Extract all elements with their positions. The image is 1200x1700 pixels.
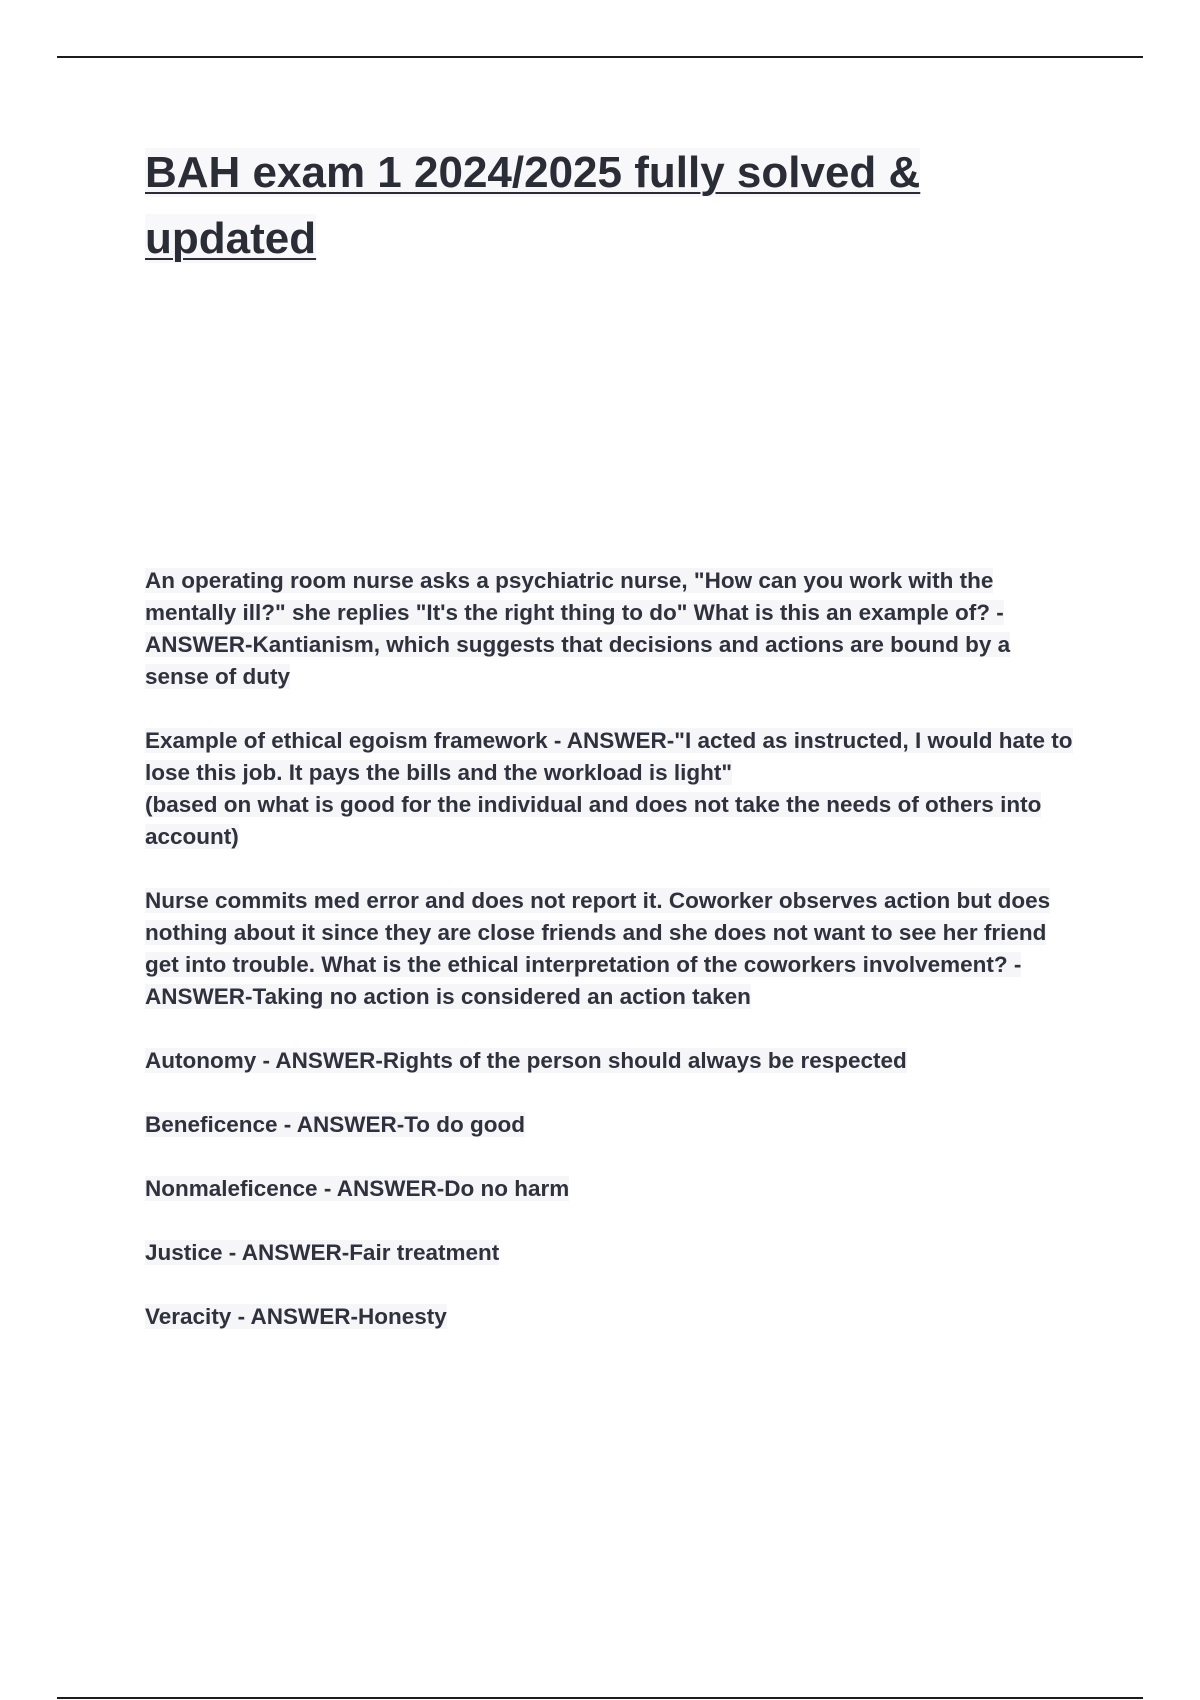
qa-text: An operating room nurse asks a psychiatric nurse, "How can you work with the mentally ill?" she replies "It's the right thing to do" What is this an example of? - ANSWER-Kantianism, which suggests that decisions and actions are bound by a sense of duty xyxy=(145,568,1011,689)
qa-item-veracity xyxy=(145,1301,1080,1333)
qa-text: Justice - ANSWER-Fair treatment xyxy=(145,1240,500,1265)
qa-item-nonmaleficence xyxy=(145,1173,1080,1205)
qa-item-beneficence xyxy=(145,1109,1080,1141)
qa-text: Beneficence - ANSWER-To do good xyxy=(145,1112,525,1137)
qa-text: Autonomy - ANSWER-Rights of the person should always be respected xyxy=(145,1048,907,1073)
title-block xyxy=(145,140,985,272)
qa-item-autonomy xyxy=(145,1045,1080,1077)
qa-list xyxy=(145,565,1080,1365)
qa-item-ethical-egoism xyxy=(145,725,1080,853)
qa-item-kantianism xyxy=(145,565,1080,693)
document-title: BAH exam 1 2024/2025 fully solved & updated xyxy=(145,148,921,263)
header-rule xyxy=(57,56,1143,58)
qa-text: Example of ethical egoism framework - ANSWER-"I acted as instructed, I would hate to lose this job. It pays the bills and the workload is light" xyxy=(145,728,1073,785)
qa-text: Veracity - ANSWER-Honesty xyxy=(145,1304,447,1329)
qa-item-med-error xyxy=(145,885,1080,1013)
qa-text: Nurse commits med error and does not report it. Coworker observes action but does nothing about it since they are close friends and she does not want to see her friend get into trouble. What is the ethical interpretation of the coworkers involvement? - ANSWER-Taking no action is considered an action taken xyxy=(145,888,1051,1009)
qa-text-continued: (based on what is good for the individual and does not take the needs of others into account) xyxy=(145,792,1042,849)
qa-item-justice xyxy=(145,1237,1080,1269)
qa-text: Nonmaleficence - ANSWER-Do no harm xyxy=(145,1176,570,1201)
footer-rule xyxy=(57,1697,1143,1699)
